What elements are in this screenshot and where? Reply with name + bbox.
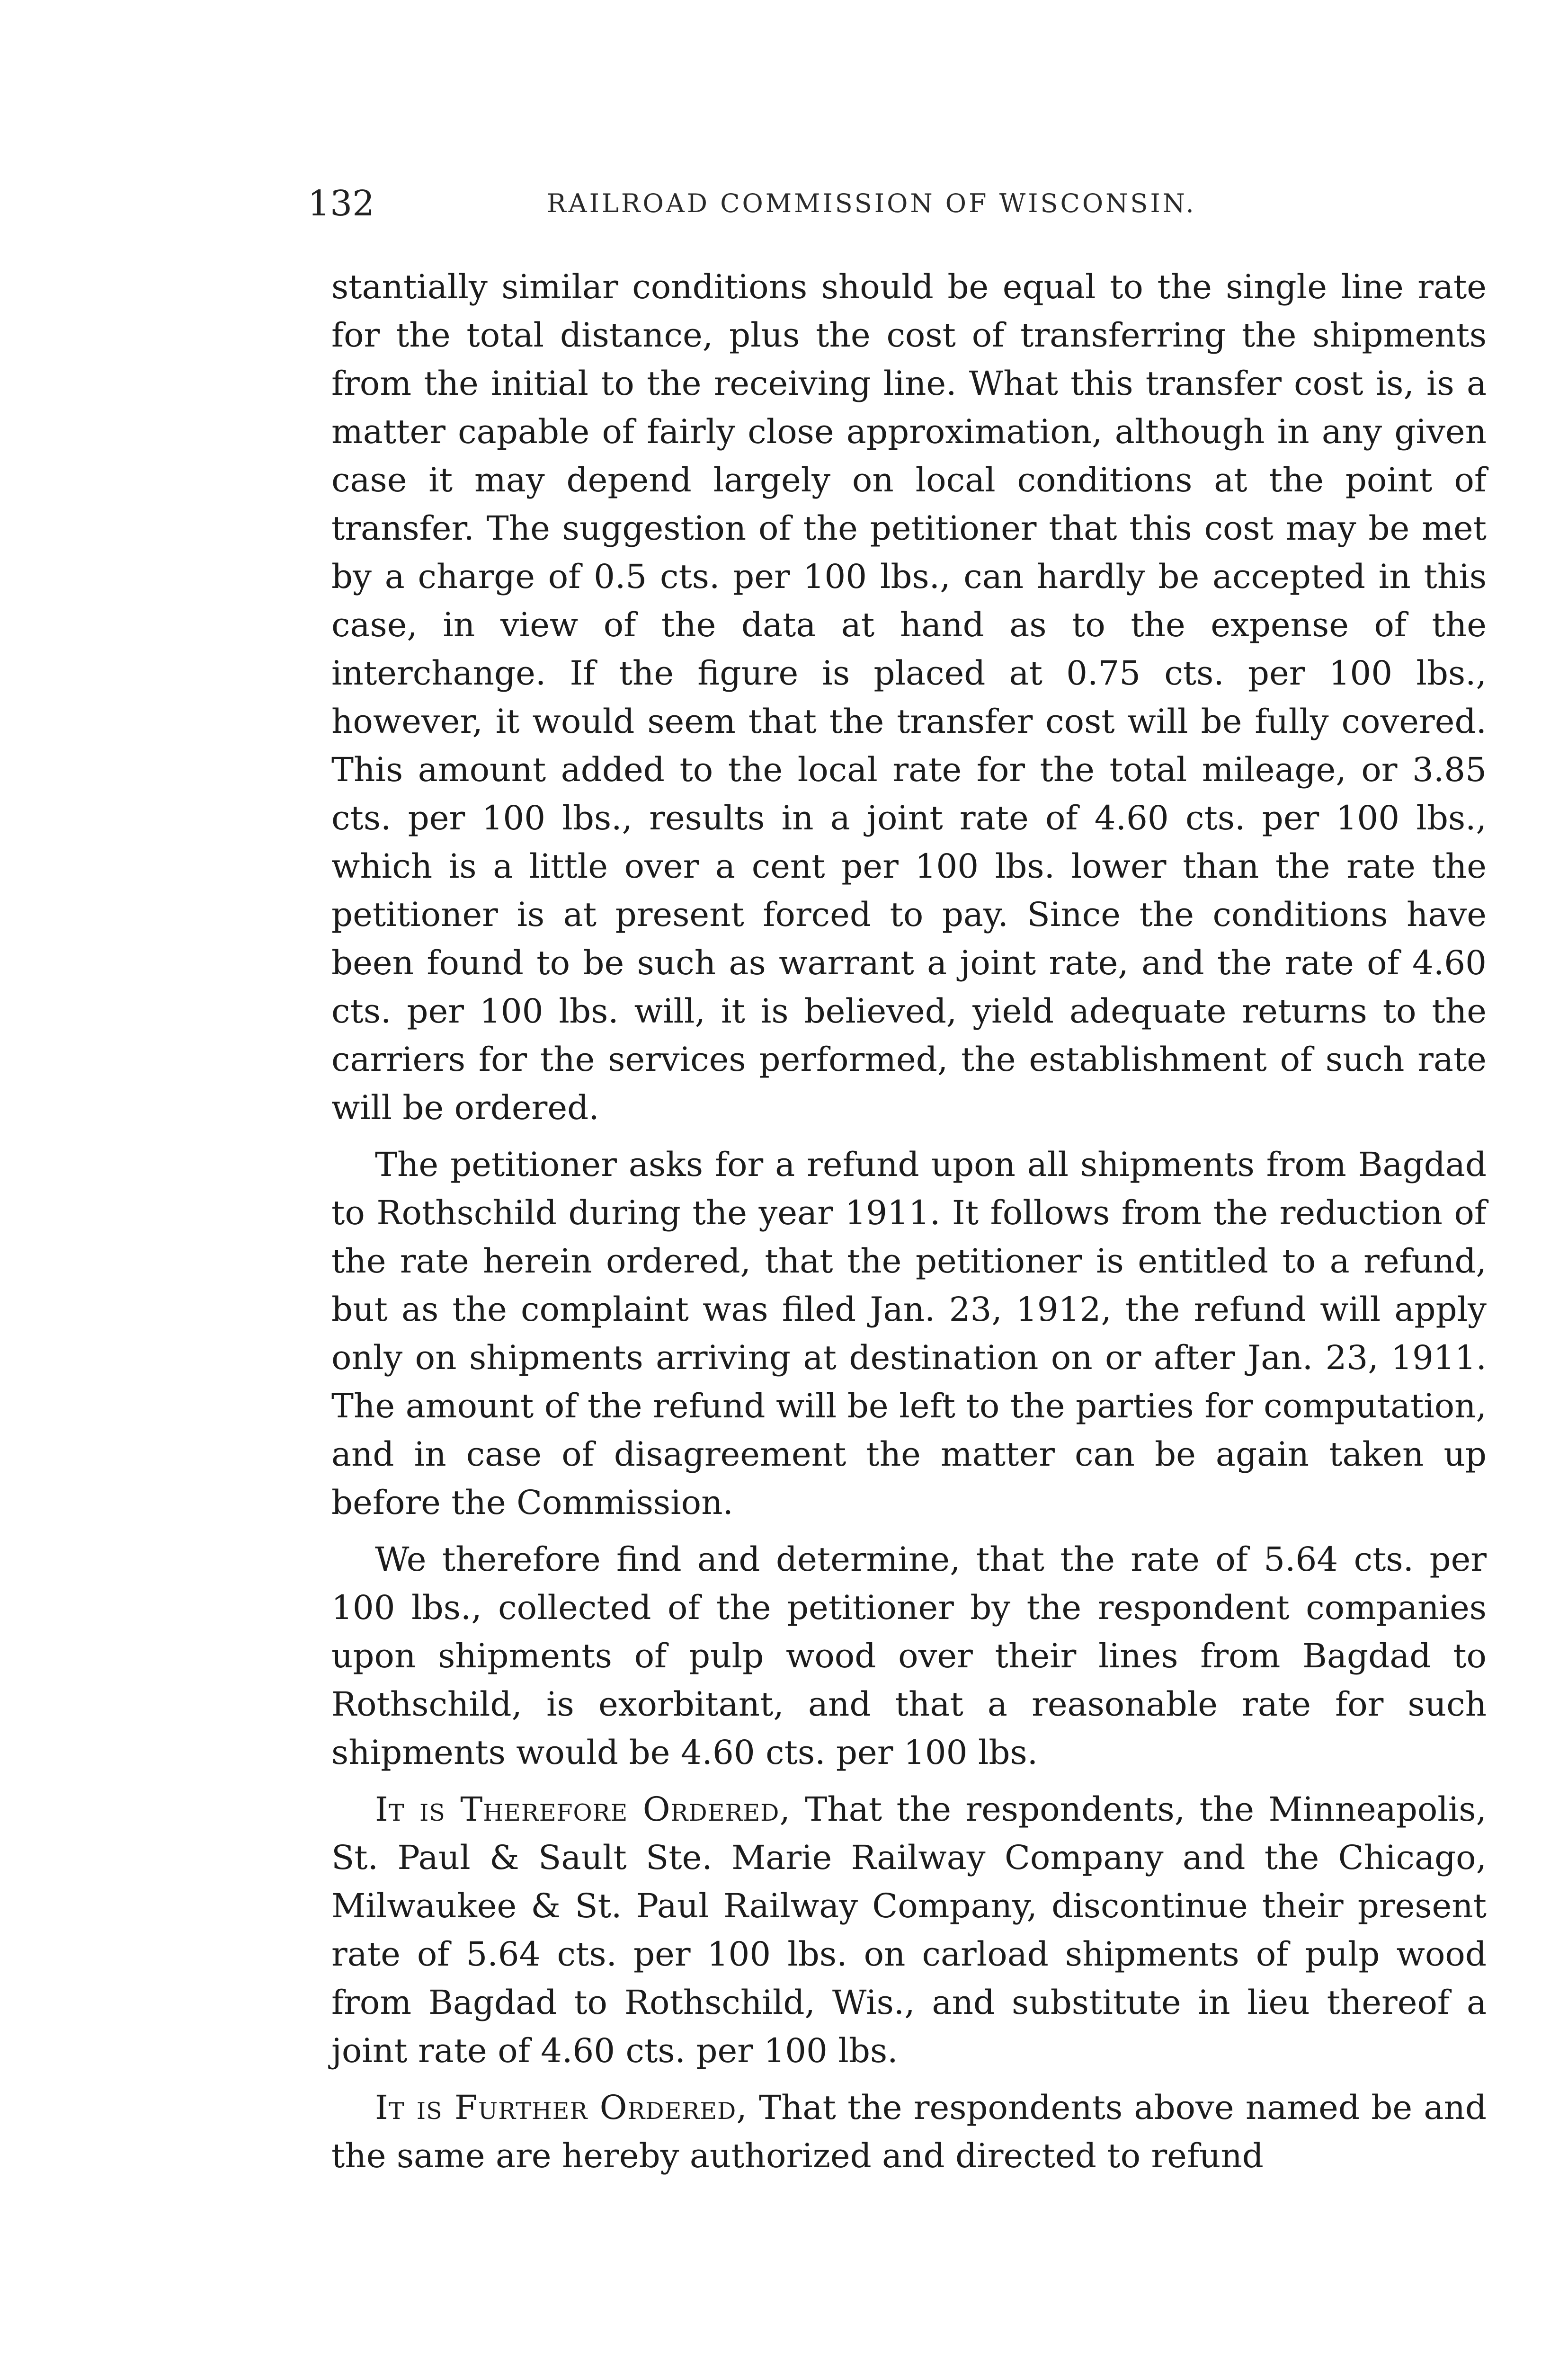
- paragraph-3: We therefore find and determine, that the rate of 5.64 cts. per 100 lbs., collected of the petitioner by the respondent companies upon shipments of pulp wood over their lines from Bagdad to Rothschild, is exorbitant, and that a reasonable rate for such shipments would be 4.60 cts. per 100 lbs.: [331, 1540, 1487, 1772]
- running-title: RAILROAD COMMISSION OF WISCONSIN.: [547, 188, 1196, 218]
- order-text: That the respondents, the Minneapolis, St. Paul & Sault Ste. Marie Railway Company and the Chicago, Milwaukee & St. Paul Railway Company, discontinue their present rate of 5.64 cts. per 100 lbs. on carload shipments of pulp wood from Bagdad to Rothschild, Wis., and substitute in lieu thereof a joint rate of 4.60 cts. per 100 lbs.: [331, 1790, 1487, 2070]
- order-lead: It is Therefore Ordered,: [375, 1790, 791, 1829]
- page-number: 132: [308, 183, 375, 224]
- paragraph-2: The petitioner asks for a refund upon all shipments from Bagdad to Rothschild during the year 1911. It follows from the reduction of the rate herein ordered, that the petitioner is entitled to a refund, but as the complaint was filed Jan. 23, 1912, the refund will apply only on shipments arriving at destination on or after Jan. 23, 1911. The amount of the refund will be left to the parties for computation, and in case of disagreement the matter can be again taken up before the Commission.: [331, 1145, 1487, 1522]
- paragraph-1: stantially similar conditions should be equal to the single line rate for the total distance, plus the cost of transferring the shipments from the initial to the receiving line. What this transfer cost is, is a matter capable of fairly close approximation, although in any given case it may depend largely on local conditions at the point of transfer. The suggestion of the petitioner that this cost may be met by a charge of 0.5 cts. per 100 lbs., can hardly be accepted in this case, in view of the data at hand as to the expense of the interchange. If the figure is placed at 0.75 cts. per 100 lbs., however, it would seem that the transfer cost will be fully covered. This amount added to the local rate for the total mileage, or 3.85 cts. per 100 lbs., results in a joint rate of 4.60 cts. per 100 lbs., which is a little over a cent per 100 lbs. lower than the rate the petitioner is at present forced to pay. Since the conditions have been found to be such as warrant a joint rate, and the rate of 4.60 cts. per 100 lbs. will, it is believed, yield adequate returns to the carriers for the services performed, the establishment of such rate will be ordered.: [331, 267, 1487, 1127]
- further-order-lead: It is Further Ordered,: [375, 2088, 748, 2127]
- paragraph-5: [331, 2083, 1487, 2180]
- further-order-text: That the respondents above named be and the same are hereby authorized and directed to refund: [331, 2088, 1487, 2175]
- body-text: [331, 263, 1487, 2189]
- paragraph-4: [331, 1785, 1487, 2075]
- running-header: [308, 180, 1491, 227]
